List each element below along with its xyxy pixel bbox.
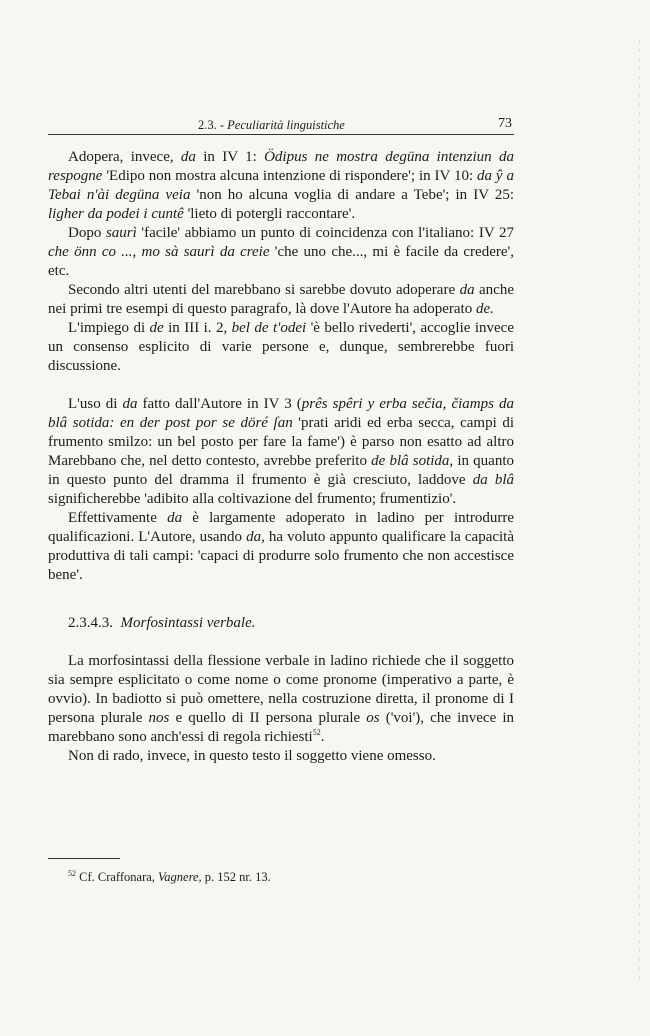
paragraph-8	[48, 747, 514, 766]
paragraph-3	[48, 281, 514, 319]
running-title	[198, 118, 345, 133]
text: Cf. Craffonara,	[76, 870, 159, 884]
text: La morfosintassi della flessione verbale in ladino richiede che il soggetto sia sempre esplicitato o come nome o come pronome (imperativo a parte, è ovvio). In badiotto si può omettere, nella costruzione diretta, il pronome di I persona plurale	[48, 653, 514, 726]
section-title: Morfosintassi verbale.	[120, 615, 256, 631]
paragraph-1	[48, 148, 514, 224]
text: 'che uno che..., mi è facile da credere', etc.	[48, 244, 514, 279]
text: è largamente adoperato in ladino per introdurre qualificazioni. L'Autore, usando	[48, 510, 514, 545]
text: .	[320, 729, 325, 745]
text: 'non ho alcuna voglia di andare a Tebe'; in IV 25:	[190, 187, 514, 203]
text: in III i. 2,	[163, 320, 232, 336]
text: Secondo altri utenti del marebbano si sarebbe dovuto adoperare	[68, 282, 460, 298]
text: significherebbe 'adibito alla coltivazione del frumento; frumentizio'.	[48, 491, 457, 507]
text-italic: nos	[148, 710, 170, 726]
text-italic: che önn co ..., mo sà saurì da creie	[48, 244, 270, 260]
text-italic: de.	[475, 301, 494, 317]
text: in quanto in questo punto del dramma il frumento è già cresciuto, laddove	[48, 453, 514, 488]
text-italic: da,	[246, 529, 265, 545]
text: ('voi'), che invece in marebbano sono anch'essi di regola richiesti	[48, 710, 515, 745]
page-edge	[639, 40, 640, 980]
text-italic: ligher da podei i cuntê	[48, 206, 184, 222]
text: anche nei primi tre esempi di questo paragrafo, là dove l'Autore ha adoperato	[48, 282, 514, 317]
text: 'facile' abbiamo un punto di coincidenza con l'italiano: IV 27	[136, 225, 514, 241]
text-italic: da blâ	[472, 472, 514, 488]
text: L'impiego di	[68, 320, 150, 336]
text: L'uso di	[68, 396, 123, 412]
text: 'è bello rivederti', accoglie invece un consenso esplicito di varie persone e, dunque, sembrerebbe fuori discussione.	[48, 320, 514, 374]
text-italic: da	[180, 149, 196, 165]
header-section-number: 2.3. -	[198, 118, 225, 132]
text-italic: da ŷ a Tebai n'ài degüna veia	[48, 168, 514, 203]
text-italic: de blâ sotida,	[371, 453, 454, 469]
header-section-title: Peculiarità linguistiche	[227, 118, 345, 132]
text: Adopera, invece,	[68, 149, 181, 165]
text: Dopo	[68, 225, 106, 241]
paragraph-7	[48, 652, 514, 747]
text-italic: Ödipus ne mostra degüna intenziun da respogne	[48, 149, 514, 184]
footnote	[68, 870, 271, 885]
text: , p. 152 nr. 13.	[198, 870, 271, 884]
text-italic: Vagnere	[158, 870, 199, 884]
paragraph-4	[48, 319, 514, 376]
text-italic: os	[366, 710, 380, 726]
running-header	[48, 112, 514, 135]
text-italic: da	[459, 282, 475, 298]
page-body	[48, 148, 514, 766]
paragraph-2	[48, 224, 514, 281]
paragraph-5	[48, 395, 514, 509]
text: in IV 1:	[195, 149, 265, 165]
page-number: 73	[498, 116, 512, 131]
footnote-divider	[48, 858, 120, 859]
text-italic: prês spêri y erba sečia, čiamps da blâ sotida: en der post por se döré ſan	[48, 396, 514, 431]
text: fatto dall'Autore in IV 3 (	[137, 396, 302, 412]
text: 'Edipo non mostra alcuna intenzione di rispondere'; in IV 10:	[102, 168, 478, 184]
text: Effettivamente	[68, 510, 168, 526]
footnote-reference[interactable]: 52	[312, 728, 321, 737]
text-italic: bel de t'odei	[231, 320, 307, 336]
text-italic: saurì	[105, 225, 137, 241]
text: ha voluto appunto qualificare la capacità produttiva di tali campi: 'capaci di produrre solo frumento che non accestisce bene'.	[48, 529, 514, 583]
text-italic: da	[122, 396, 138, 412]
text: 'prati aridi ed erba secca, campi di frumento smilzo: un bel posto per fare la fame') è parso non esatto ad altro Marebbano che, nel detto contesto, avrebbe preferito	[48, 415, 514, 469]
footnote-mark: 52	[68, 868, 76, 878]
text-italic: de	[149, 320, 164, 336]
text: Non di rado, invece, in questo testo il soggetto viene omesso.	[68, 748, 436, 764]
section-heading	[48, 614, 514, 633]
paragraph-6	[48, 509, 514, 585]
text: e quello di II persona plurale	[169, 710, 367, 726]
section-number: 2.3.4.3.	[68, 615, 113, 631]
text: 'lieto di potergli raccontare'.	[183, 206, 356, 222]
text-italic: da	[167, 510, 183, 526]
